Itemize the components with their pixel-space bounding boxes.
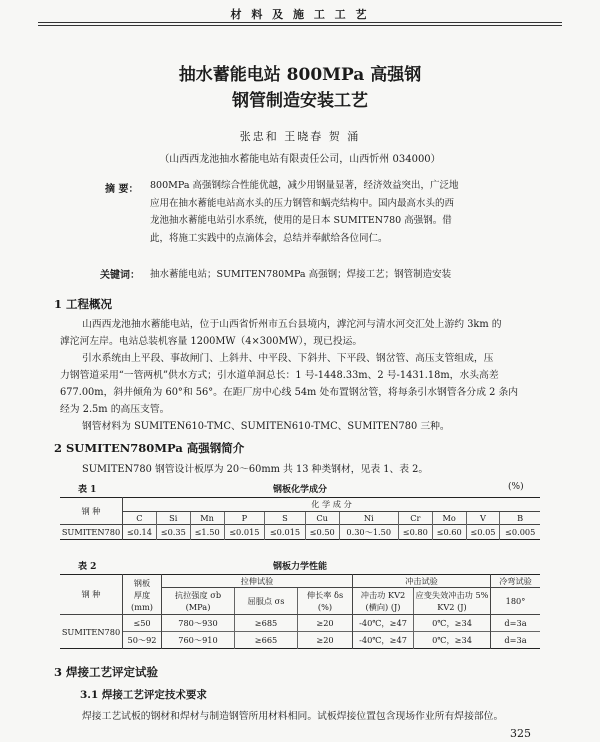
section-3-line: 焊接工艺试板的钢材和焊材与制造钢管所用材料相同。试板焊接位置包含现场作业所有焊接部位。 [82,711,504,722]
table-2-yield-header: 屈服点 σs [235,588,298,615]
title-line-1: 抽水蓄能电站 800MPa 高强钢 [178,65,422,85]
table-1-cell: ≤0.80 [398,525,432,540]
table-2-cell: ≥685 [235,615,298,632]
table-2-cell: -40℃，≥47 [353,615,414,632]
table-2-thickness-header [123,575,162,615]
abstract-line: 龙池抽水蓄能电站引水系统，使用的是日本 SUMITEN780 高强钢。借 [150,215,452,226]
table-2-strength-header [162,588,235,615]
table-1-grade: SUMITEN780 [60,525,123,540]
paragraph-line: 力钢管道采用“一管两机”供水方式；引水道单洞总长：1 号-1448.33m、2 号-1431.18m，水头高差 [60,370,499,381]
table-2-bend-header: 冷弯试验 [491,575,541,588]
subsection-3-1-title: 3.1 焊接工艺评定技术要求 [80,689,207,701]
table-1-col-header: Si [156,512,190,525]
paragraph-line: 钢管材料为 SUMITEN610-TMC、SUMITEN610-TMC、SUMITEN780 三种。 [82,421,450,432]
header-line: (横向) (J) [365,602,401,612]
abstract-label: 摘 要： [105,184,139,195]
table-1-col-header: Cu [305,512,339,525]
table-2-cell: ≥20 [298,632,353,649]
table-2-cell: 760～910 [162,632,235,649]
table-2-strain-aging-header [414,588,491,615]
table-2-grade-header: 钢 种 [60,575,123,615]
paragraph-line: 经为 2.5m 的高压支管。 [60,404,170,415]
table-1-col-header: B [517,513,524,523]
table-1-group-header: 化 学 成 分 [123,498,541,512]
table-2-cell: 0℃，≥34 [414,615,491,632]
table-1-cell: ≤0.015 [265,525,306,540]
section-3-title: 3 焊接工艺评定试验 [54,665,159,679]
header-line: (mm) [131,601,153,612]
header-line: 抗拉强度 σb [174,590,222,600]
table-1-label: 表 1 [78,485,97,495]
header-line: KV2 (J) [437,602,467,612]
table-1-caption: 钢板化学成分 [272,485,327,495]
table-2-grade: SUMITEN780 [60,615,123,649]
table-2-cell: -40℃，≥47 [353,632,414,649]
abstract-line: 800MPa 高强钢综合性能优越，减少用钢量显著，经济效益突出，广泛地 [150,180,459,191]
table-2-impact-header: 冲击试验 [353,575,491,588]
abstract-body [150,177,520,247]
table-1-cell: ≤1.50 [190,525,224,540]
table-1-cell: ≤0.015 [224,525,265,540]
table-2-cell: ≥20 [298,615,353,632]
table-2-bend-angle: 180° [491,588,541,615]
table-1 [60,497,540,540]
table-1-grade-header: 钢 种 [60,498,123,525]
authors: 张忠和 王晓春 贺 涌 [239,130,361,143]
keywords-label: 关键词： [100,270,140,281]
table-2-cell: ≤50 [123,615,162,632]
table-1-col-header: Mn [190,512,224,525]
paragraph-line: 677.00m，斜井倾角为 60°和 56°。在距厂房中心线 54m 处布置钢岔管，将每条引水钢管各分成 2 条内 [60,387,519,398]
paragraph-line: 引水系统由上平段、事故闸门、上斜井、中平段、下斜井、下平段、钢岔管、高压支管组成，压 [82,353,494,364]
journal-header: 材 料 及 施 工 工 艺 [230,8,370,21]
title-line-2: 钢管制造安装工艺 [232,91,368,111]
header-line: (%) [317,602,333,612]
table-1-col-header: Mo [432,512,466,525]
table-2-impact-energy-header [353,588,414,615]
paragraph-line: 滹沱河左岸。电站总装机容量 1200MW（4×300MW），现已投运。 [60,336,363,347]
table-2-cell: d=3a [504,635,527,645]
table-1-cell: ≤0.005 [505,527,536,537]
table-1-cell: ≤0.50 [305,525,339,540]
header-line: 伸长率 δs [306,590,344,600]
table-1-col-header: C [123,512,157,525]
table-2-caption: 钢板力学性能 [272,562,327,572]
section-2-title: 2 SUMITEN780MPa 高强钢简介 [54,441,245,455]
table-2-cell: 50～92 [123,632,162,649]
page-number: 325 [510,727,531,740]
table-2-cell: d=3a [504,618,527,628]
table-2 [60,574,540,649]
paragraph-line: 山西西龙池抽水蓄能电站，位于山西省忻州市五台县境内，滹沱河与清水河交汇处上游约 3km 的 [82,319,502,330]
table-1-col-header: V [466,512,500,525]
table-1-col-header: S [265,512,306,525]
table-1-cell: ≤0.05 [466,525,500,540]
header-rule [38,22,562,26]
table-2-cell: 0℃，≥34 [414,632,491,649]
table-1-cell: ≤0.60 [432,525,466,540]
table-1-col-header: Cr [398,512,432,525]
table-2-cell: 780～930 [162,615,235,632]
table-1-col-header: Ni [339,512,398,525]
table-2-tensile-header: 拉伸试验 [162,575,353,588]
table-2-cell: ≥665 [235,632,298,649]
keywords-text: 抽水蓄能电站；SUMITEN780MPa 高强钢；焊接工艺；钢管制造安装 [150,269,452,280]
affiliation: （山西西龙池抽水蓄能电站有限责任公司，山西忻州 034000） [159,154,441,165]
table-1-col-header: P [224,512,265,525]
table-2-label: 表 2 [78,562,97,572]
header-line: 钢板 [133,577,151,588]
table-1-cell: 0.30～1.50 [339,525,398,540]
section-1-body [60,316,550,435]
header-line: (MPa) [185,602,211,612]
table-1-cell: ≤0.35 [156,525,190,540]
table-1-unit: (%) [508,482,524,492]
abstract-line: 应用在抽水蓄能电站高水头的压力钢管和蜗壳结构中。国内最高水头的西 [150,197,455,209]
header-line: 应变失效冲击功 5% [415,590,489,600]
table-1-cell: ≤0.14 [123,525,157,540]
section-1-title: 1 工程概况 [54,297,113,311]
header-line: 厚度 [133,589,151,600]
section-2-line: SUMITEN780 钢管设计板厚为 20～60mm 共 13 种类钢材，见表 1、表 2。 [82,464,429,475]
header-line: 冲击功 KV2 [360,590,406,600]
table-2-elongation-header [298,588,353,615]
abstract-line: 此，将施工实践中的点滴体会，总结并奉献给各位同仁。 [150,232,388,244]
